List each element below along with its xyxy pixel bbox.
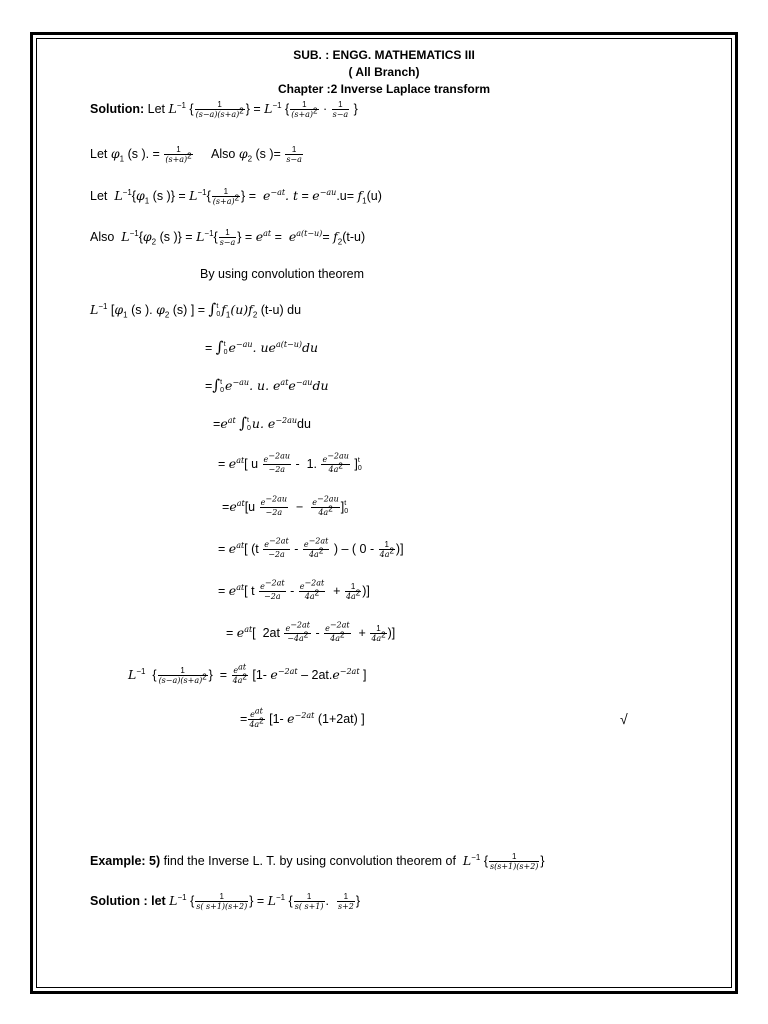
chapter-heading: Chapter :2 Inverse Laplace transform bbox=[277, 82, 491, 96]
example-5-line: Example: 5) find the Inverse L. T. by using convolution theorem of $L^{-1}$ { $\frac{1}{s(s+1)(s+2)}$ } bbox=[90, 852, 545, 872]
step-7: = $e^{at}$[ t $\frac{e^{-2at}}{-2a}$ - $\frac{e^{-2at}}{4a^2}$ + $\frac{1}{4a^2}$ )] bbox=[218, 578, 370, 602]
checkmark: √ bbox=[620, 711, 628, 727]
inverse-phi2-line: Also $L^{-1}\{\varphi_2$ (s )} = $L^{-1}${ $\frac{1}{s-a}$ } = $e^{at} = e^{a(t-u)}= f_2(t-u)$ bbox=[90, 228, 366, 248]
subject-heading: SUB. : ENGG. MATHEMATICS III bbox=[293, 48, 475, 62]
example-label: Example: 5) bbox=[90, 854, 161, 868]
result-line: $L^{-1}$ { $\frac{1}{(s-a)(s+a)^2}$ } = $e^{at}$ $4a^2$ [1- $e^{-2at} - 2at.e^{-2at}$ ] bbox=[128, 662, 367, 686]
page-border-inner bbox=[36, 38, 732, 988]
step-6: = $e^{at}$[ (t $\frac{e^{-2at}}{-2a}$ - $\frac{e^{-2at}}{4a^2}$ ) – ( 0 - $\frac{1}{4a^2}$ )] bbox=[218, 536, 404, 560]
step-3: $=e^{at}$ ∫ t 0 u. $e^{-2au}du$ bbox=[213, 414, 311, 432]
step-2: =∫ t 0 $e^{-au}$. u. $e^{at}e^{-au}du$ bbox=[205, 376, 329, 394]
solution-line: Solution: Let $L^{-1}$ { $\frac{1}{(s-a)(s+a)^2}$ } = $L^{-1}$ { $\frac{1}{(s+a)^2}$ · $\frac{1}{s-a}$ } bbox=[90, 100, 358, 120]
step-5: $=e^{at}[u$ $\frac{e^{-2au}}{-2a}$ − $\frac{e^{-2au}}{4a^2}$ ] t 0 bbox=[222, 494, 349, 518]
branch-heading: ( All Branch) bbox=[348, 65, 420, 79]
solution-2-line: Solution : let $L^{-1}$ { $\frac{1}{s( s+1)(s+2)}$ } = $L^{-1}$ { $\frac{1}{s( s+1)}$ . $\frac{1}{s+2}$ } bbox=[90, 892, 361, 912]
convolution-integral: $L^{-1}$ [$\varphi_1$ (s ). $\varphi_2$ (s) ] = ∫ t 0 $f_1(u)f_2$ (t-u) du bbox=[90, 300, 302, 320]
solution-label: Solution: bbox=[90, 102, 145, 116]
step-4: = $e^{at}$[ u $\frac{e^{-2au}}{-2a}$ - 1. $\frac{e^{-2au}}{4a^2}$ ] t 0 bbox=[218, 451, 362, 475]
inverse-phi1-line: Let $L^{-1}\{\varphi_1$ (s )} = $L^{-1}${ $\frac{1}{(s+a)^2}$ } = $e^{-at}$. $t = e^{-au}.u= f_1(u)$ bbox=[90, 187, 382, 207]
step-1: = ∫ t 0 $e^{-au}$. $ue^{a(t-u)}du$ bbox=[205, 338, 319, 356]
final-result: = $e^{at}$ $4a^2$ [1- $e^{-2at}$ (1+2at) ] bbox=[240, 706, 365, 730]
convolution-text: By using convolution theorem bbox=[200, 267, 364, 281]
step-8: = $e^{at}$[ 2at $\frac{e^{-2at}}{-4a^2}$ - $\frac{e^{-2at}}{4a^2}$ + $\frac{1}{4a^2}$ )] bbox=[226, 620, 396, 644]
solution-2-label: Solution : let bbox=[90, 894, 166, 908]
phi-definitions: Let $\varphi_1$ (s ). = $\frac{1}{(s+a)^2}$ Also $\varphi_2$ (s )= $\frac{1}{s-a}$ bbox=[90, 145, 302, 165]
